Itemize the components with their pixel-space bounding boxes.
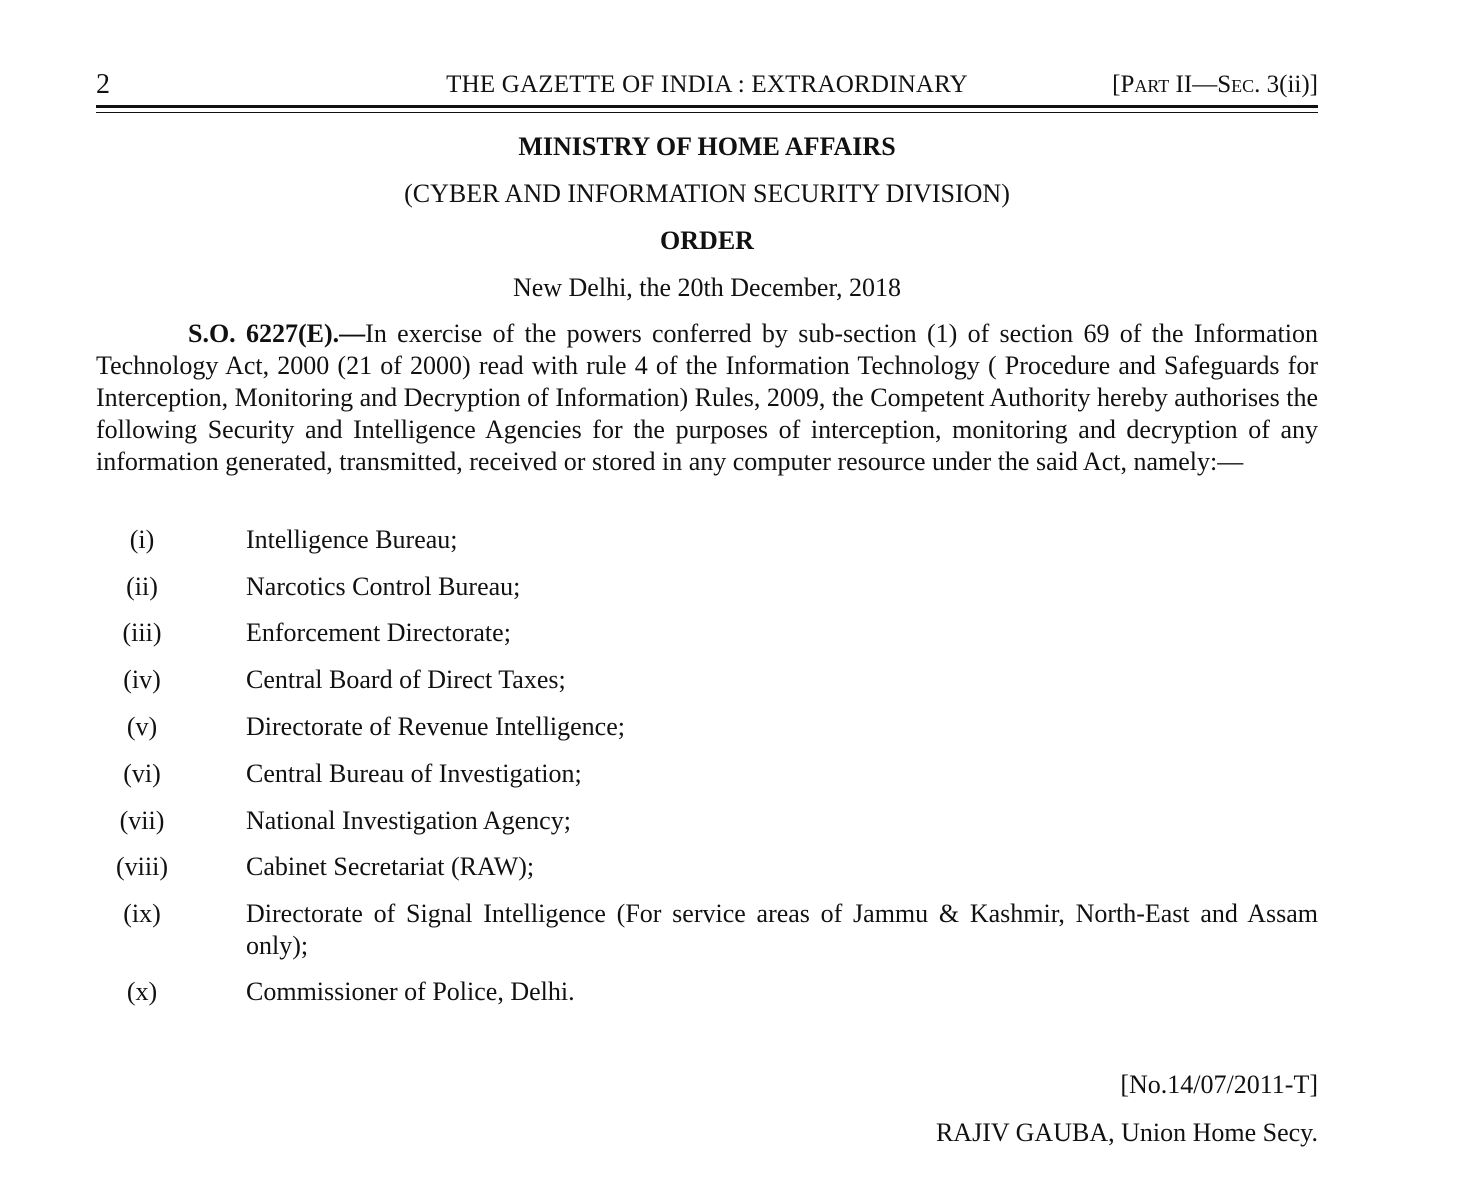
gazette-title: THE GAZETTE OF INDIA : EXTRAORDINARY [446,71,968,98]
order-number: S.O. 6227(E).— [188,319,366,348]
header-rule-thin [96,112,1318,113]
list-item-text: Enforcement Directorate; [246,618,511,647]
header-rule-thick [96,105,1318,108]
list-item-text: Directorate of Revenue Intelligence; [246,712,625,741]
part-label: Part II—Sec. [1120,71,1261,98]
list-item-number: (vii) [119,806,165,835]
part-section-label [1112,68,1318,102]
list-item-number: (ii) [126,572,158,601]
list-item-number: (i) [129,525,155,554]
list-item-number: (iv) [123,665,161,694]
list-item-text: Intelligence Bureau; [246,525,458,554]
list-item-number: (x) [126,977,158,1006]
part-prefix: [ [1112,71,1121,98]
ministry-heading: MINISTRY OF HOME AFFAIRS [518,132,896,161]
list-item-number: (ix) [123,899,161,928]
list-item-number: (v) [126,712,158,741]
list-item-text: Commissioner of Police, Delhi. [246,977,575,1006]
list-item-text: Central Bureau of Investigation; [246,759,582,788]
division-heading: (CYBER AND INFORMATION SECURITY DIVISION) [404,179,1010,208]
list-item-text: Directorate of Signal Intelligence (For service areas of Jammu & Kashmir, North-East and Assam only); [246,899,1318,960]
list-item-number: (iii) [122,618,162,647]
list-item-text: Narcotics Control Bureau; [246,572,521,601]
page-number: 2 [96,69,110,100]
signatory: RAJIV GAUBA, Union Home Secy. [935,1118,1318,1147]
list-item-text: National Investigation Agency; [246,806,571,835]
list-item-number: (viii) [116,852,168,881]
list-item-number: (vi) [123,759,161,788]
order-paragraph [96,318,1318,478]
order-heading: ORDER [660,226,754,255]
part-suffix: 3(ii)] [1260,71,1318,98]
list-item-text: Cabinet Secretariat (RAW); [246,852,535,881]
page-header [96,68,1318,102]
dateline: New Delhi, the 20th December, 2018 [512,273,902,302]
list-item-text: Central Board of Direct Taxes; [246,665,566,694]
order-text: In exercise of the powers conferred by sub-section (1) of section 69 of the Information Technology Act, 2000 (21 of 2000) read with rule 4 of the Information Technology ( Procedure and Safeguards for Interception, Monitoring and Decryption of Information) Rules, 2009, the Competent Authority hereby authorises the following Security and Intelligence Agencies for the purposes of interception, monitoring and decryption of any information generated, transmitted, received or stored in any computer resource under the said Act, namely:— [96,319,1319,476]
file-reference: [No.14/07/2011-T] [1120,1070,1318,1099]
